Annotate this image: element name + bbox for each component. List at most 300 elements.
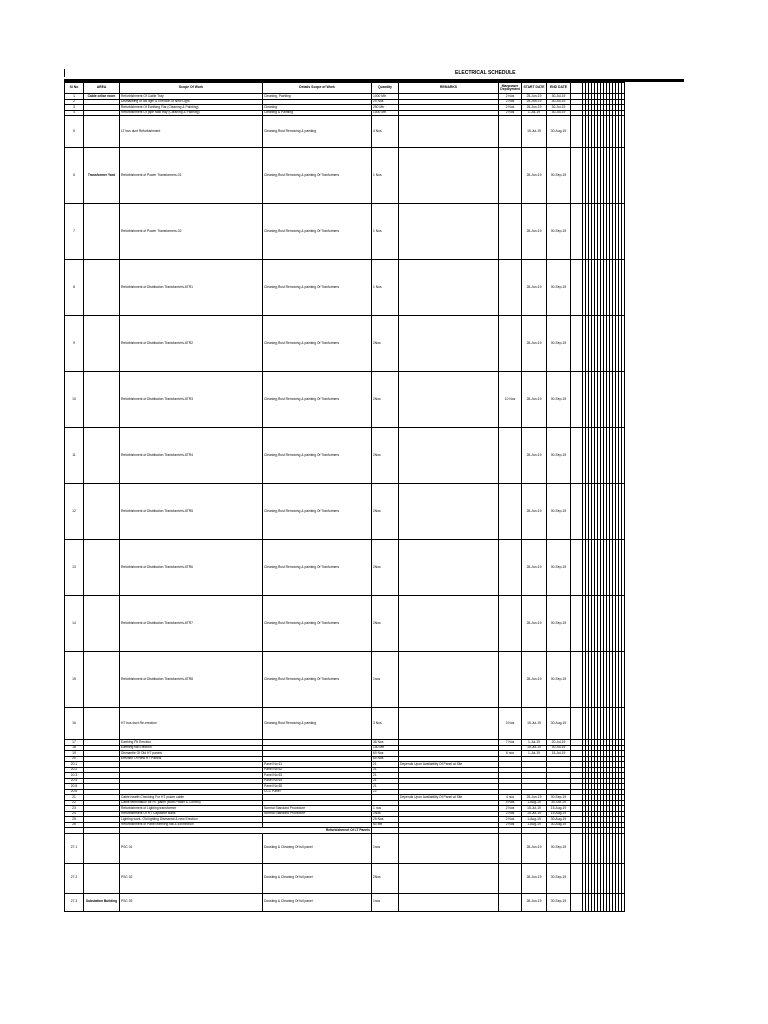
row-sno: 17 [65, 740, 84, 746]
row-remarks: Depends Upon Availability Of Panel at Site [399, 762, 499, 768]
row-remarks: Depends Upon Availability Of Panel at Site [399, 795, 499, 801]
row-sno: 24 [65, 811, 84, 817]
row-detail: Panel No 62 [263, 767, 372, 773]
row-sno: 27.1 [65, 833, 84, 863]
row-detail: Panel No 65 [263, 784, 372, 790]
row-end-date: 30-Sep-19 [547, 833, 571, 863]
row-start-date: 15-Jul-19 [522, 116, 547, 148]
header-blank [571, 83, 583, 94]
row-area [84, 708, 120, 740]
row-scope: Refurbishment of Distribution Transformers-6TR6 [120, 540, 263, 596]
row-quantity: 1 Nos [372, 148, 399, 204]
row-detail: Cleaning [263, 105, 372, 111]
row-start-date: 1-Jul-19 [522, 740, 547, 746]
blank-cell [571, 708, 583, 740]
row-end-date: 30-Jul-19 [547, 94, 571, 100]
row-quantity: 250 Mtr [372, 105, 399, 111]
row-start-date: 28-Jun-19 [522, 260, 547, 316]
row-scope: Refurbishment Of Cable Tray [120, 94, 263, 100]
row-sno: 21 [65, 795, 84, 801]
row-sno: 2 [65, 99, 84, 105]
row-start-date: 25-Jun-19 [522, 94, 547, 100]
schedule-title-bar [64, 69, 685, 77]
row-start-date: 28-Jun-19 [522, 596, 547, 652]
row-scope: Cable health Checking For HT power cable [120, 795, 263, 801]
row-sno: 20.5 [65, 784, 84, 790]
row-start-date: 28-Jun-19 [522, 316, 547, 372]
row-manpower: 6 nos [499, 751, 522, 757]
row-end-date: 15-Jul-19 [547, 751, 571, 757]
row-quantity: 1000 Mtr [372, 94, 399, 100]
row-remarks [399, 596, 499, 652]
row-quantity: 4 Nos [372, 116, 399, 148]
row-quantity: 60 Nos [372, 751, 399, 757]
row-manpower [499, 316, 522, 372]
row-start-date: 1-Jul-19 [522, 751, 547, 757]
row-end-date: 30-Sep-19 [547, 596, 571, 652]
row-manpower [499, 148, 522, 204]
row-quantity: 60 Mtr [372, 822, 399, 828]
row-manpower: 4 Nos [499, 800, 522, 806]
row-sno: 1 [65, 94, 84, 100]
row-manpower [499, 428, 522, 484]
row-quantity: 1 Nos [372, 204, 399, 260]
blank-cell [571, 833, 583, 863]
row-remarks [399, 260, 499, 316]
row-scope: Cable termination for HT panel (Both Power & Control) [120, 800, 263, 806]
row-end-date: 20-Jul-19 [547, 740, 571, 746]
row-area [84, 372, 120, 428]
row-quantity: 1nos [372, 893, 399, 911]
row-start-date: 28-Jun-19 [522, 484, 547, 540]
row-manpower [499, 540, 522, 596]
row-quantity: 21 [372, 767, 399, 773]
row-detail: Dousting & Cleaning Of full panel [263, 863, 372, 893]
row-manpower [499, 116, 522, 148]
row-sno: 27.3 [65, 893, 84, 911]
row-sno: 7 [65, 204, 84, 260]
row-sno: 6 [65, 148, 84, 204]
timeline-cell [622, 596, 625, 652]
row-start-date: 28-Jun-19 [522, 540, 547, 596]
row-area: Cable cellar room [84, 94, 120, 100]
timeline-col [622, 83, 625, 94]
row-scope: Refurbishment of Distribution Transformers-6TR8 [120, 652, 263, 708]
header-detail: Details Scope of Work [263, 83, 372, 94]
row-manpower [499, 596, 522, 652]
row-start-date: 15-Jul-19 [522, 708, 547, 740]
row-sno: 19 [65, 751, 84, 757]
row-area [84, 540, 120, 596]
table-row [65, 148, 625, 204]
table-row [65, 484, 625, 540]
row-area [84, 204, 120, 260]
row-start-date: 28-Jun-19 [522, 833, 547, 863]
row-scope: PSC 02 [120, 863, 263, 893]
row-remarks [399, 893, 499, 911]
row-manpower [499, 833, 522, 863]
header-end-date: END DATE [547, 83, 571, 94]
row-detail: Cleaning,Rust Removing & painting Of Tranformers [263, 540, 372, 596]
row-start-date: 1-Aug-19 [522, 817, 547, 823]
timeline-cell [622, 260, 625, 316]
row-sno: 14 [65, 596, 84, 652]
row-detail: Panel No 64 [263, 778, 372, 784]
row-detail: Dousting & Cleaning Of full panel [263, 893, 372, 911]
row-manpower: 2 Nos [499, 110, 522, 116]
row-detail: Cleaning,Rust Removing & painting Of Tranformers [263, 204, 372, 260]
timeline-cell [622, 540, 625, 596]
row-sno: 20.4 [65, 778, 84, 784]
row-sno: 4 [65, 110, 84, 116]
row-scope: Refurbishment of Distribution Transformers-6TR3 [120, 372, 263, 428]
row-quantity: 1 Nos [372, 260, 399, 316]
row-scope: Refurbishment of Power Transformers-01 [120, 148, 263, 204]
row-sno: 9 [65, 316, 84, 372]
row-remarks [399, 863, 499, 893]
row-quantity: 2Nos [372, 372, 399, 428]
header-manpower: Manpower Deployment [499, 83, 522, 94]
row-detail: Cleaning,Rust Removing & painting [263, 708, 372, 740]
row-detail: Cleaning,Rust Removing & painting Of Tranformers [263, 652, 372, 708]
timeline-cell [622, 316, 625, 372]
timeline-cell [622, 708, 625, 740]
row-end-date: 15-Aug-19 [547, 811, 571, 817]
row-end-date: 30-Sep-19 [547, 260, 571, 316]
header-start-date: START DATE [522, 83, 547, 94]
row-remarks [399, 204, 499, 260]
row-end-date: 30-Aug-19 [547, 822, 571, 828]
row-detail: Panel No 63 [263, 773, 372, 779]
row-sno: 16 [65, 708, 84, 740]
row-scope: Refurbishment of Panel earthing flat & connection [120, 822, 263, 828]
header-quantity: Quantity [372, 83, 399, 94]
timeline-cell [622, 372, 625, 428]
row-area: Transformer Yard [84, 148, 120, 204]
row-sno: 8 [65, 260, 84, 316]
row-end-date: 30-Sep-19 [547, 316, 571, 372]
row-quantity: 2Nos [372, 811, 399, 817]
row-sno: 22 [65, 800, 84, 806]
row-quantity: 2Nos [372, 316, 399, 372]
timeline-cell [622, 428, 625, 484]
blank-cell [571, 596, 583, 652]
row-remarks [399, 116, 499, 148]
row-quantity: 2Nos [372, 428, 399, 484]
row-quantity: 1000 Mtr [372, 110, 399, 116]
row-detail: Cleaning, Painting [263, 94, 372, 100]
table-row [65, 596, 625, 652]
row-start-date: 25-Jun-19 [522, 105, 547, 111]
row-area [84, 863, 120, 893]
row-quantity: 1 nos [372, 806, 399, 812]
row-quantity: 2Nos [372, 540, 399, 596]
row-scope: Refurbishment of Distribution Transformers-6TR7 [120, 596, 263, 652]
row-manpower: 2 Nos [499, 817, 522, 823]
timeline-cell [622, 116, 625, 148]
blank-cell [571, 316, 583, 372]
row-detail: Normal Standard Procedure [263, 806, 372, 812]
row-area [84, 428, 120, 484]
lt-section-title: Refurbishment Of LT Panels [120, 828, 372, 834]
row-manpower: 10 Nos [499, 372, 522, 428]
blank-cell [571, 428, 583, 484]
table-row [65, 316, 625, 372]
row-end-date: 30-Jul-19 [547, 99, 571, 105]
row-area [84, 260, 120, 316]
row-manpower: 2 Nos [499, 105, 522, 111]
row-detail: Cleaning,Rust Removing & painting Of Tranformers [263, 260, 372, 316]
row-quantity: 2Nos [372, 484, 399, 540]
row-end-date: 30-Sep-19 [547, 148, 571, 204]
row-scope: Refurbishment of Distribution Transformers-6TR2 [120, 316, 263, 372]
row-start-date: 28-Jun-19 [522, 428, 547, 484]
row-area [84, 652, 120, 708]
row-detail: Panel No 61 [263, 762, 372, 768]
row-end-date: 30-Jul-19 [547, 110, 571, 116]
row-manpower: 2 Nos [499, 811, 522, 817]
row-manpower: 4 nos [499, 795, 522, 801]
header-row [65, 83, 625, 94]
row-start-date: 28-Jun-19 [522, 652, 547, 708]
row-manpower [499, 652, 522, 708]
row-scope: Refurbishment of Distribution Transformers-6TR5 [120, 484, 263, 540]
row-quantity: 3 Nos [372, 708, 399, 740]
row-scope: Refurbishment of Power Transformers-02 [120, 204, 263, 260]
row-manpower: 2 Nos [499, 806, 522, 812]
row-end-date: 30-Aug-19 [547, 817, 571, 823]
row-scope: PSC 03 [120, 893, 263, 911]
row-detail: Normal Standard Procedure [263, 811, 372, 817]
table-row [65, 540, 625, 596]
row-remarks [399, 652, 499, 708]
row-end-date: 30-Sep-19 [547, 863, 571, 893]
row-sno: 18 [65, 745, 84, 751]
row-manpower [499, 204, 522, 260]
lt-panel-row [65, 833, 625, 863]
row-sno: 20 [65, 756, 84, 762]
row-quantity: 150 Mtr [372, 745, 399, 751]
timeline-cell [622, 484, 625, 540]
row-sno: 12 [65, 484, 84, 540]
row-start-date: 1-Aug-19 [522, 822, 547, 828]
row-area [84, 316, 120, 372]
row-start-date: 25-Jun-19 [522, 795, 547, 801]
row-quantity: 2Nos [372, 863, 399, 893]
row-end-date: 30-Sep-19 [547, 795, 571, 801]
blank-cell [571, 204, 583, 260]
header-remarks: REMARKS [399, 83, 499, 94]
table-row [65, 708, 625, 740]
row-end-date: 30-Sep-19 [547, 652, 571, 708]
row-end-date: 30-Sep-19 [547, 372, 571, 428]
row-scope: Dismantle Of Old HT panels [120, 751, 263, 757]
row-start-date: 28-Jun-19 [522, 863, 547, 893]
row-detail: Cleaning,Rust Removing & painting Of Tranformers [263, 316, 372, 372]
row-start-date: 1-Jul-19 [522, 110, 547, 116]
row-end-date: 30-Oct-19 [547, 800, 571, 806]
row-area [84, 596, 120, 652]
blank-cell [571, 484, 583, 540]
row-quantity: 21 [372, 762, 399, 768]
lt-panel-row [65, 863, 625, 893]
row-area: Substation Building [84, 893, 120, 911]
row-quantity: 20 Nos [372, 99, 399, 105]
row-manpower [499, 260, 522, 316]
row-end-date: 30-Aug-19 [547, 116, 571, 148]
row-start-date: 25-Jun-19 [522, 99, 547, 105]
row-sno: 5 [65, 116, 84, 148]
row-manpower: 2 Nos [499, 99, 522, 105]
row-manpower: 2 Nos [499, 822, 522, 828]
row-remarks [399, 428, 499, 484]
blank-cell [571, 260, 583, 316]
row-end-date: 30-Aug-19 [547, 708, 571, 740]
row-manpower [499, 863, 522, 893]
row-sno: 25 [65, 817, 84, 823]
blank-cell [571, 372, 583, 428]
row-quantity: 21 [372, 778, 399, 784]
row-end-date: 30-Sep-19 [547, 484, 571, 540]
lt-panel-row [65, 893, 625, 911]
row-end-date: 30-Jul-19 [547, 745, 571, 751]
row-start-date: 28-Jun-19 [522, 148, 547, 204]
row-start-date: 28-Jun-19 [522, 372, 547, 428]
row-sno: 20.3 [65, 773, 84, 779]
row-sno: 10 [65, 372, 84, 428]
row-start-date: 15-Jul-19 [522, 745, 547, 751]
table-row [65, 428, 625, 484]
row-end-date: 30-Sep-19 [547, 893, 571, 911]
row-detail: Cleaning,Rust Removing & painting Of Tranformers [263, 372, 372, 428]
row-remarks [399, 540, 499, 596]
row-quantity: 2Nos [372, 596, 399, 652]
timeline-cell [622, 148, 625, 204]
row-scope: Refurbishment Of pipe rack tray (Cleaning & Painting) [120, 110, 263, 116]
row-scope: Refurbishment of Lighting transformer [120, 806, 263, 812]
row-area [84, 484, 120, 540]
row-quantity: 21 [372, 784, 399, 790]
schedule-table [64, 82, 625, 912]
row-scope: Erection Of New HT Panels [120, 756, 263, 762]
row-scope: Earthing flat Erection [120, 745, 263, 751]
row-scope: Lighting work- Old lighting Dismantal & new Erection [120, 817, 263, 823]
row-remarks [399, 708, 499, 740]
row-sno: 20.2 [65, 767, 84, 773]
blank-cell [571, 116, 583, 148]
table-row [65, 204, 625, 260]
row-end-date: 30-Jul-19 [547, 105, 571, 111]
row-quantity: 22 [372, 789, 399, 795]
blank-cell [571, 652, 583, 708]
header-sno: Sl No [65, 83, 84, 94]
row-remarks [399, 148, 499, 204]
row-detail: Cleaning & Painting [263, 110, 372, 116]
row-area [84, 833, 120, 863]
row-quantity: 1nos [372, 833, 399, 863]
row-sno: 20.1 [65, 762, 84, 768]
row-quantity: 25 Nos [372, 817, 399, 823]
row-scope: Earthing Pit Erection [120, 740, 263, 746]
table-row [65, 116, 625, 148]
row-start-date: 28-Jun-19 [522, 893, 547, 911]
row-start-date: 15-Jul-19 [522, 811, 547, 817]
header-scope: Scope Of Work [120, 83, 263, 94]
row-detail: Cleaning,Rust Removing & painting Of Tranformers [263, 596, 372, 652]
row-manpower [499, 893, 522, 911]
row-manpower [499, 484, 522, 540]
row-end-date: 30-Sep-19 [547, 428, 571, 484]
row-detail: Cleaning,Rust Removing & painting Of Tranformers [263, 428, 372, 484]
row-scope: Refurbishment of Distribution Transformers-6TR1 [120, 260, 263, 316]
blank-cell [571, 540, 583, 596]
table-row [65, 372, 625, 428]
row-manpower: 2 Nos [499, 94, 522, 100]
blank-cell [571, 148, 583, 204]
row-scope: Refurbishment Of HT Capacitor Bank [120, 811, 263, 817]
row-scope: Refurbishment of Distribution Transformers-6TR4 [120, 428, 263, 484]
timeline-cell [622, 204, 625, 260]
timeline-cell [622, 893, 625, 911]
row-manpower: 3 Nos [499, 708, 522, 740]
schedule-title: ELECTRICAL SCHEDULE [455, 70, 516, 76]
row-sno: 3 [65, 105, 84, 111]
row-scope: Refurbishment Of Earthing Flat (Cleaning & Painting) [120, 105, 263, 111]
row-end-date: 15-Aug-19 [547, 806, 571, 812]
row-sno: 27.2 [65, 863, 84, 893]
row-area [84, 116, 120, 148]
header-area: AREA [84, 83, 120, 94]
row-quantity: 21 [372, 773, 399, 779]
row-start-date: 15-Jul-19 [522, 806, 547, 812]
row-end-date: 30-Sep-19 [547, 204, 571, 260]
row-detail: Cleaning,Rust Removing & painting Of Tranformers [263, 484, 372, 540]
row-end-date: 30-Sep-19 [547, 540, 571, 596]
blank-cell [571, 863, 583, 893]
row-sno: 26 [65, 822, 84, 828]
schedule-body [65, 94, 625, 912]
table-row [65, 260, 625, 316]
row-detail: Dousting & Cleaning Of full panel [263, 833, 372, 863]
row-remarks [399, 316, 499, 372]
row-start-date: 28-Jun-19 [522, 204, 547, 260]
row-sno: 11 [65, 428, 84, 484]
row-scope: HT bus duct Re-erection [120, 708, 263, 740]
row-remarks [399, 372, 499, 428]
row-sno: 23 [65, 806, 84, 812]
timeline-cell [622, 833, 625, 863]
row-quantity: 1nos [372, 652, 399, 708]
blank-cell [571, 893, 583, 911]
row-manpower: 7 Nos [499, 740, 522, 746]
row-remarks [399, 484, 499, 540]
row-scope: Dismantling of old light & Erection of New Light [120, 99, 263, 105]
row-quantity: 60 Nos [372, 756, 399, 762]
row-detail: Cleaning,Rust Removing & painting Of Tranformers [263, 148, 372, 204]
row-detail: Cleaning,Rust Removing & painting [263, 116, 372, 148]
row-scope: LT bus duct Refurbishment [120, 116, 263, 148]
row-quantity: 36 Nos [372, 740, 399, 746]
timeline-cell [622, 652, 625, 708]
row-sno: 13 [65, 540, 84, 596]
table-row [65, 652, 625, 708]
row-detail: CCC Panel [263, 789, 372, 795]
timeline-cell [622, 863, 625, 893]
row-sno: 15 [65, 652, 84, 708]
row-remarks [399, 833, 499, 863]
row-start-date: 1-Aug-19 [522, 800, 547, 806]
row-scope: PSC 01 [120, 833, 263, 863]
